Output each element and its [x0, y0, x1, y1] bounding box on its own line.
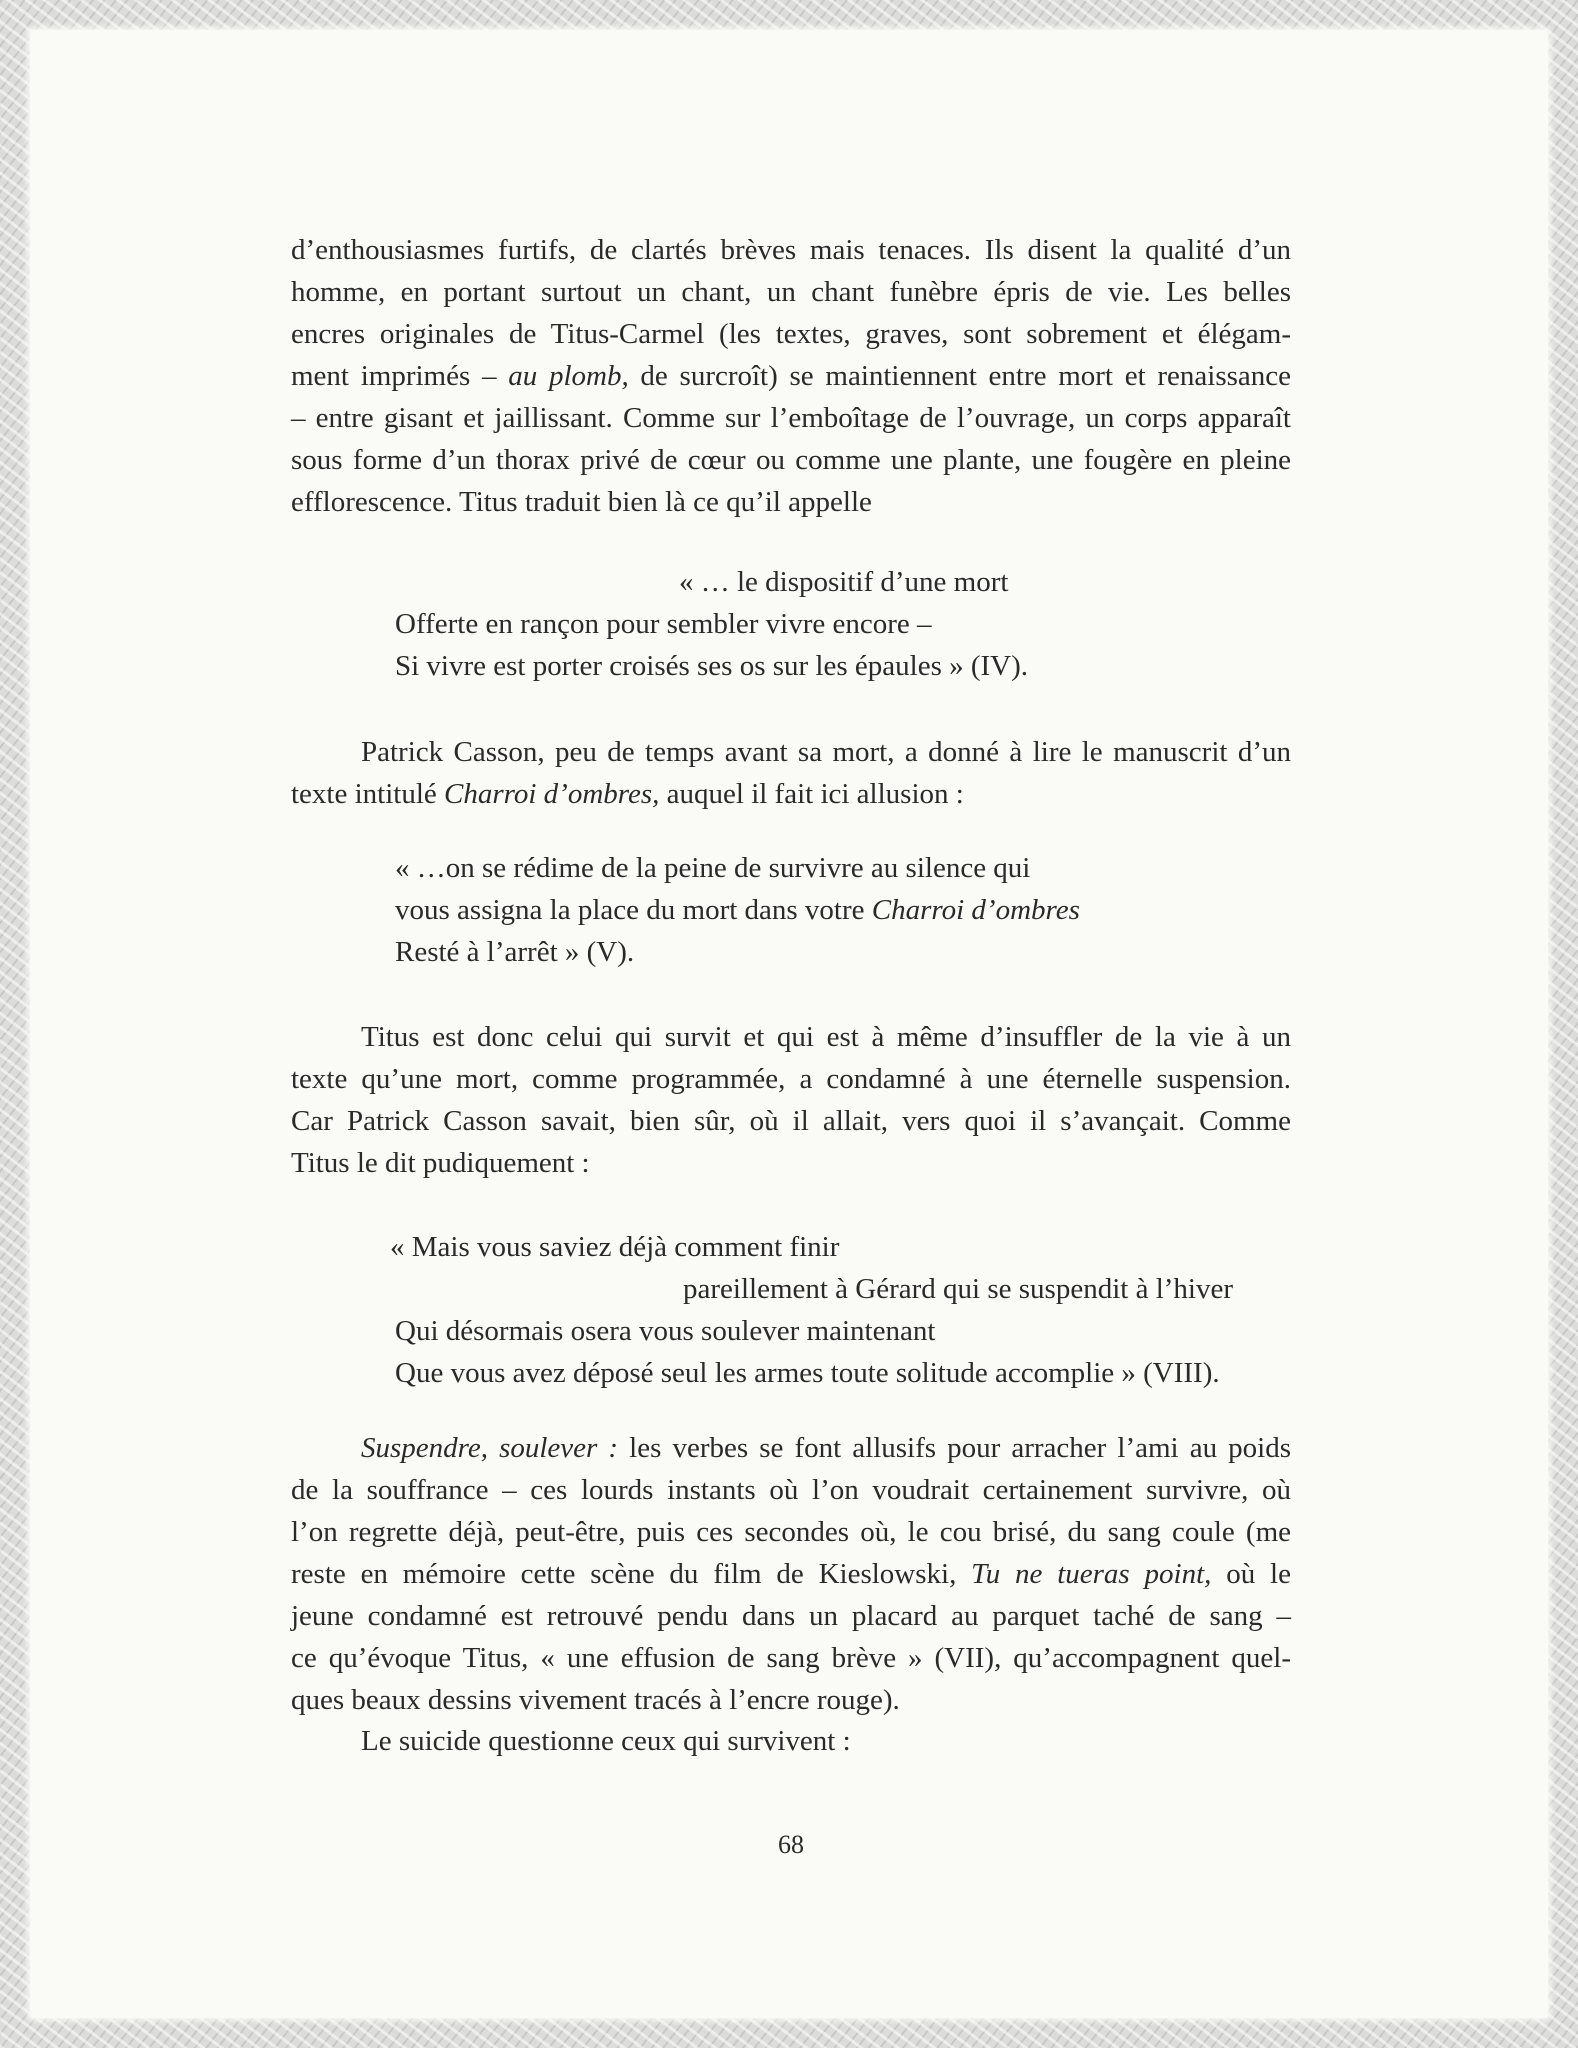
text-line: texte qu’une mort, comme programmée, a condamné à une éternelle suspension.: [291, 1063, 1291, 1095]
text-line: Titus le dit pudiquement :: [291, 1147, 590, 1179]
italic-text: Tu ne tueras point,: [971, 1558, 1212, 1590]
quote-line: [395, 889, 1080, 931]
text-run: ment imprimés –: [291, 360, 509, 392]
quote-line: « …on se rédime de la peine de survivre au silence qui: [395, 852, 1031, 884]
text-line: sous forme d’un thorax privé de cœur ou comme une plante, une fougère en pleine: [291, 444, 1291, 476]
text-line: l’on regrette déjà, peut-être, puis ces secondes où, le cou brisé, du sang coule (me: [291, 1516, 1291, 1548]
text-line: d’enthousiasmes furtifs, de clartés brèves mais tenaces. Ils disent la qualité d’un: [291, 234, 1291, 266]
text-line: homme, en portant surtout un chant, un chant funèbre épris de vie. Les belles: [291, 276, 1291, 308]
quote-line: « … le dispositif d’une mort: [679, 566, 1009, 598]
quote-line: Offerte en rançon pour sembler vivre encore –: [395, 608, 932, 640]
paragraph-4: [291, 1427, 1291, 1721]
text-run: auquel il fait ici allusion :: [659, 778, 964, 810]
text-run: Patrick Casson, peu de temps avant sa mort, a donné à lire le manuscrit d’un: [361, 736, 1291, 768]
text-run: où le: [1211, 1558, 1291, 1590]
text-line: [291, 1427, 1291, 1469]
text-line: [291, 1553, 1291, 1595]
text-line: – entre gisant et jaillissant. Comme sur l’emboîtage de l’ouvrage, un corps apparaît: [291, 402, 1291, 434]
text-line: de la souffrance – ces lourds instants où l’on voudrait certainement survivre, où: [291, 1474, 1291, 1506]
paragraph-2: [291, 731, 1291, 815]
quote-line: Que vous avez déposé seul les armes toute solitude accomplie » (VIII).: [395, 1357, 1220, 1389]
text-line: [291, 773, 1291, 815]
text-line: jeune condamné est retrouvé pendu dans un placard au parquet taché de sang –: [291, 1600, 1291, 1632]
italic-text: Suspendre, soulever :: [361, 1432, 619, 1464]
text-line: encres originales de Titus-Carmel (les textes, graves, sont sobrement et élégam-: [291, 318, 1291, 350]
quote-line: Si vivre est porter croisés ses os sur les épaules » (IV).: [395, 650, 1029, 682]
quote-line: Resté à l’arrêt » (V).: [395, 936, 635, 968]
text-line: ce qu’évoque Titus, « une effusion de sang brève » (VII), qu’accompagnent quel-: [291, 1642, 1291, 1674]
text-line: [291, 731, 1291, 773]
text-run: texte intitulé: [291, 778, 445, 810]
paragraph-5: [291, 1720, 1291, 1762]
text-run: Titus est donc celui qui survit et qui est à même d’insuffler de la vie à un: [361, 1021, 1291, 1053]
text-line: [291, 355, 1291, 397]
quote-line: « Mais vous saviez déjà comment finir: [390, 1231, 840, 1263]
text-run: de surcroît) se maintiennent entre mort et renaissance: [628, 360, 1291, 392]
page-number: 68: [778, 1830, 804, 1859]
text-line: Car Patrick Casson savait, bien sûr, où il allait, vers quoi il s’avançait. Comme: [291, 1105, 1291, 1137]
text-run: reste en mémoire cette scène du film de Kieslowski,: [291, 1558, 972, 1590]
text-run: les verbes se font allusifs pour arracher l’ami au poids: [618, 1432, 1291, 1464]
italic-text: Charroi d’ombres,: [444, 778, 660, 810]
quote-line: pareillement à Gérard qui se suspendit à l’hiver: [683, 1273, 1233, 1305]
text-line: [291, 1016, 1291, 1058]
paragraph-3: [291, 1016, 1291, 1184]
italic-text: au plomb,: [508, 360, 629, 392]
text-line: efflorescence. Titus traduit bien là ce qu’il appelle: [291, 486, 872, 518]
text-run: Le suicide questionne ceux qui survivent :: [361, 1725, 851, 1757]
text-line: ques beaux dessins vivement tracés à l’encre rouge).: [291, 1684, 900, 1716]
text-line: [291, 1720, 1291, 1762]
text-run: vous assigna la place du mort dans votre: [395, 894, 872, 926]
paragraph-1: [291, 229, 1291, 523]
italic-text: Charroi d’ombres: [871, 894, 1080, 926]
quote-line: Qui désormais osera vous soulever maintenant: [395, 1315, 936, 1347]
